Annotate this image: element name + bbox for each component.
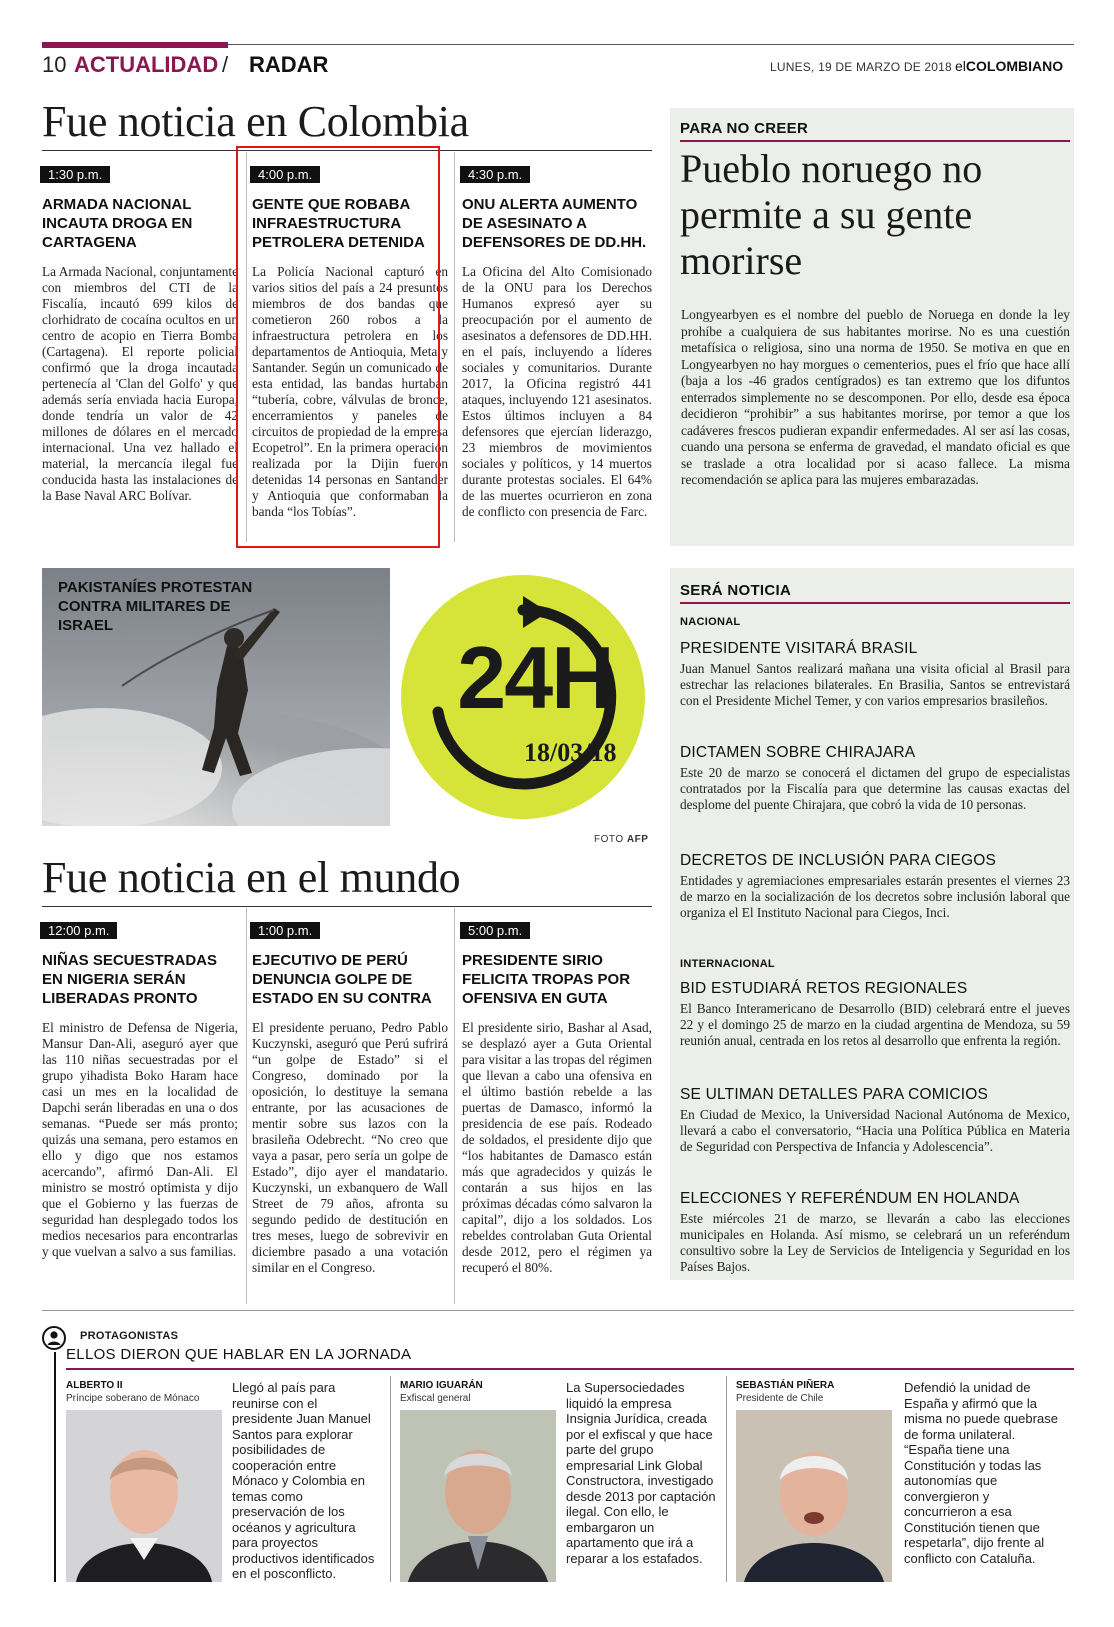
- story-body: La Armada Nacional, conjuntamente con miembros del CTI de la Fiscalía, incautó 699 kilos de clorhidrato de cocaína ocultos en un centro de acopio en Tierra Bomba (Cartagena). El reporte policial confirmó que la droga incautada pertenecía al 'Clan del Golfo' y que además sería enviada hacia Europa, donde tendría un valor de 42 millones de dólares en el mercado internacional. Una vez hallado el material, la mercancía ilegal fue conducida hasta las instalaciones de la Base Naval ARC Bolívar.: [42, 264, 238, 503]
- story-headline: GENTE QUE ROBABA INFRAESTRUCTURA PETROLERA DETENIDA: [252, 196, 425, 251]
- caption-agency: AFP: [626, 834, 649, 845]
- sera-noticia-rule: [680, 602, 1070, 604]
- person-icon: [42, 1326, 66, 1350]
- portrait-iguaran-icon: [400, 1410, 556, 1582]
- section-slash: /: [222, 52, 229, 77]
- issue-date: LUNES, 19 DE MARZO DE 2018: [770, 60, 952, 74]
- sera-noticia-item-title: PRESIDENTE VISITARÁ BRASIL: [680, 640, 918, 657]
- page-number: 10: [42, 52, 67, 77]
- protagonist-name: ALBERTO II: [66, 1380, 123, 1391]
- sera-noticia-item: [680, 1086, 1070, 1155]
- story-time-tag: 5:00 p.m.: [460, 922, 530, 939]
- protagonist-text: Llegó al país para reunirse con el presidente Juan Manuel Santos para explorar posibilidades de cooperación entre Mónaco y Colombia en temas como preservación de los océanos y agricultura para proyectos productivos identificados en el posconflicto.: [232, 1380, 375, 1581]
- sera-noticia-label: SERÁ NOTICIA: [680, 582, 792, 599]
- brand-prefix: el: [955, 58, 966, 74]
- story-time-tag: 12:00 p.m.: [40, 922, 117, 939]
- protagonist-role: Exfiscal general: [400, 1393, 471, 1404]
- sera-noticia-item-body: Entidades y agremiaciones empresariales estarán presentes el viernes 23 de marzo en la socialización de los decretos sobre inclusión laboral que organiza el El Instituto Nacional para Ciegos, Inci.: [680, 873, 1070, 920]
- sera-noticia-item-body: Este miércoles 21 de marzo, se llevarán a cabo las elecciones municipales en Holanda. Así mismo, se celebrará un un referéndum consultivo sobre la Ley de Servicios de Inteligencia y Seguridad en los Países Bajos.: [680, 1211, 1070, 1274]
- protagonistas-label: PROTAGONISTAS: [80, 1330, 179, 1342]
- brand-name: COLOMBIANO: [965, 58, 1064, 74]
- protagonist-role: Príncipe soberano de Mónaco: [66, 1393, 200, 1404]
- story-body: El presidente peruano, Pedro Pablo Kuczynski, aseguró que Perú sufrirá “un golpe de Estado” si el Congreso, dominado por la oposición, lo destituye la semana entrante, por las acusaciones de mentir sobre sus lazos con la brasileña Odebrecht. “No creo que vaya a pasar, pero sería un golpe de Estado”, dijo ayer el mandatario. Kuczynski, un exbanquero de Wall Street de 79 años, afronta su segundo pedido de destitución en tres meses, luego de sobrevivir en diciembre pasado a una votación similar en el Congreso.: [252, 1020, 448, 1275]
- protagonist-role: Presidente de Chile: [736, 1393, 824, 1404]
- mundo-story-3: [462, 922, 652, 1276]
- story-body: La Policía Nacional capturó en varios sitios del país a 24 presuntos miembros de dos bandas que cometieron 260 robos a la infraestructura petrolera en los departamentos de Antioquia, Meta y Santander. Según un comunicado de esta entidad, las bandas hurtaban “tubería, cobre, válvulas de bronce, encerramientos y paneles de circuitos de propiedad de la empresa Ecopetrol”. En la primera operación realizada por la Dijin fueron detenidas 14 personas en Santander y Antioquia que conformaban la banda “los Tobías”.: [252, 264, 448, 519]
- protagonistas-side-rule: [54, 1352, 56, 1582]
- story-time-tag: 1:00 p.m.: [250, 922, 320, 939]
- protagonist-name: SEBASTIÁN PIÑERA: [736, 1380, 835, 1391]
- protagonistas-rule: [66, 1368, 1074, 1370]
- story-body: La Oficina del Alto Comisionado de la ONU para los Derechos Humanos expresó ayer su preocupación por el aumento de asesinatos a defensores de DD.HH. en el país, incluyendo a líderes sociales y comunitarios. Durante 2017, la Oficina registró 441 ataques, incluyendo 121 asesinatos. Estos últimos incluyen a 84 defensores que ejercían liderazgo, 23 miembros de movimientos sociales y políticos, y 14 muertos durante protestas sociales. El 64% de las muertes ocurrieron en zona de conflicto con presencia de Farc.: [462, 264, 652, 519]
- 24h-badge-text: 24H: [457, 628, 613, 727]
- sera-noticia-item-title: DICTAMEN SOBRE CHIRAJARA: [680, 744, 916, 761]
- sera-noticia-item-title: ELECCIONES Y REFERÉNDUM EN HOLANDA: [680, 1190, 1020, 1207]
- internacional-label: INTERNACIONAL: [680, 958, 775, 970]
- story-body: El ministro de Defensa de Nigeria, Mansur Dan-Ali, aseguró ayer que las 110 niñas secuestradas por el grupo yihadista Boko Haram hace casi un mes en la localidad de Dapchi serán liberadas en una o dos semanas. “Puede ser más pronto; quizás una semana, pero estamos en ello y digo que nos estamos acercando”, afirmó Dan-Ali. El ministro se mostró optimista y dijo que el Gobierno y las fuerzas de seguridad han desplegado todos los medios necesarios para encontrarlas y que vuelvan a salvo a sus familias.: [42, 1020, 238, 1259]
- para-no-creer-body: Longyearbyen es el nombre del pueblo de Noruega en donde la ley prohíbe a cualquiera de sus habitantes morirse. No es una cuestión metafísica o religiosa, sino una norma de 1950. Se motiva en que en Longyearbyen no hay morgues o cementerios, pues el frío que hace allí (baja a los -46 grados centígrados) es tan extremo que los difuntos enterrados simplemente no se descomponen. Por ello, desde esa época decidieron “prohibir” a sus habitantes morirse, por temor a que los cadáveres frescos pudieran expandir enfermedades. Al ser así las cosas, cuando una persona se enferma de gravedad, el mandato oficial es que se traslade a otra localidad por si acaso fallece. La misma recomendación se aplica para las mujeres embarazadas.: [681, 307, 1070, 487]
- protagonist-divider: [726, 1376, 727, 1582]
- story-headline: NIÑAS SECUESTRADAS EN NIGERIA SERÁN LIBERADAS PRONTO: [42, 952, 218, 1007]
- sera-noticia-item-body: El Banco Interamericano de Desarrollo (BID) celebrará entre el jueves 22 y el domingo 25 de marzo en la ciudad argentina de Mendoza, su 59 reunión anual, centrada en los retos al desarrollo que enfrenta la región.: [680, 1001, 1070, 1048]
- story-body: El presidente sirio, Bashar al Asad, se desplazó ayer a Guta Oriental para visitar a las tropas del régimen que llevan a cabo una ofensiva en el último bastión rebelde a las puertas de Damasco, informó la presidencia de ese país. Rodeado de soldados, el presidente dijo que “los habitantes de Damasco están más que agradecidos y quizás le contarán a sus hijos en las próximas décadas cómo salvaron la capital”, dijo a los soldados. Los rebeldes controlaban Guta Oriental desde 2012, pero el régimen ya recuperó el 80%.: [462, 1020, 652, 1275]
- column-divider: [454, 152, 455, 542]
- colombia-story-3: [462, 166, 652, 520]
- protagonist-name: MARIO IGUARÁN: [400, 1380, 483, 1391]
- header-rule: [228, 44, 1074, 45]
- sera-noticia-item: [680, 640, 1070, 709]
- sera-noticia-item-body: En Ciudad de Mexico, la Universidad Nacional Autónoma de Mexico, llevará a cabo el conversatorio, “Hacia una Política Pública en Materia de Seguridad con Perspectiva de Infancia y Adolescencia”.: [680, 1107, 1070, 1154]
- sera-noticia-item-title: DECRETOS DE INCLUSIÓN PARA CIEGOS: [680, 852, 997, 869]
- 24h-badge-date: 18/03/18: [524, 738, 617, 767]
- nacional-label: NACIONAL: [680, 616, 741, 628]
- colombia-section-title: Fue noticia en Colombia: [42, 97, 469, 146]
- portrait-alberto-icon: [66, 1410, 222, 1582]
- header-accent-rule: [42, 42, 228, 48]
- highlight-box: [236, 146, 440, 548]
- photo-headline: PAKISTANÍES PROTESTAN CONTRA MILITARES DE ISRAEL: [58, 579, 253, 634]
- sera-noticia-item: [680, 744, 1070, 813]
- sera-noticia-item: [680, 852, 1070, 921]
- story-time-tag: 4:30 p.m.: [460, 166, 530, 183]
- para-no-creer-headline: Pueblo noruego no permite a su gente morirse: [680, 146, 983, 283]
- avatar: [736, 1410, 892, 1582]
- protagonistas-subtitle: ELLOS DIERON QUE HABLAR EN LA JORNADA: [66, 1346, 412, 1363]
- caption-prefix: FOTO: [594, 834, 624, 845]
- sera-noticia-item: [680, 1190, 1070, 1275]
- mundo-story-1: [42, 922, 238, 1260]
- protagonist-text: La Supersociedades liquidó la empresa Insignia Jurídica, creada por el exfiscal y que hace parte del grupo empresarial Link Global Constructora, investigado desde 2013 por captación ilegal. Con ello, le embargaron un apartamento que irá a reparar a los estafados.: [566, 1380, 716, 1566]
- avatar: [400, 1410, 556, 1582]
- protagonist-divider: [390, 1376, 391, 1582]
- para-no-creer-rule: [680, 140, 1070, 142]
- protagonist-text: Defendió la unidad de España y afirmó que la misma no puede quebrase de forma unilateral. “España tiene una Constitución y todas las autonomías que convergieron y concurrieron a esa Constitución tienen que respetarla”, dijo frente al conflicto con Cataluña.: [904, 1380, 1058, 1566]
- column-divider: [246, 908, 247, 1304]
- mundo-story-2: [252, 922, 448, 1276]
- sera-noticia-item-title: BID ESTUDIARÁ RETOS REGIONALES: [680, 980, 968, 997]
- section-name: ACTUALIDAD: [74, 52, 219, 77]
- portrait-pinera-icon: [736, 1410, 892, 1582]
- colombia-story-1: [42, 166, 238, 504]
- newspaper-brand: [955, 58, 1063, 74]
- story-headline: ONU ALERTA AUMENTO DE ASESINATO A DEFENSORES DE DD.HH.: [462, 196, 647, 251]
- story-time-tag: 4:00 p.m.: [250, 166, 320, 183]
- sera-noticia-item-title: SE ULTIMAN DETALLES PARA COMICIOS: [680, 1086, 989, 1103]
- story-headline: PRESIDENTE SIRIO FELICITA TROPAS POR OFENSIVA EN GUTA: [462, 952, 631, 1007]
- story-time-tag: 1:30 p.m.: [40, 166, 110, 183]
- story-headline: EJECUTIVO DE PERÚ DENUNCIA GOLPE DE ESTADO EN SU CONTRA: [252, 952, 432, 1007]
- avatar: [66, 1410, 222, 1582]
- mundo-title-rule: [42, 906, 652, 907]
- sera-noticia-item: [680, 980, 1070, 1049]
- mundo-bottom-rule: [42, 1310, 1074, 1311]
- subsection-name: RADAR: [249, 52, 329, 77]
- sera-noticia-item-body: Juan Manuel Santos realizará mañana una visita oficial al Brasil para estrechar las relaciones bilaterales. En Brasilia, Santos se entrevistará con el Presidente Michel Temer, y con varios empresarios brasileños.: [680, 661, 1070, 708]
- para-no-creer-label: PARA NO CREER: [680, 120, 809, 137]
- mundo-section-title: Fue noticia en el mundo: [42, 853, 461, 902]
- photo-caption: [594, 834, 648, 845]
- sera-noticia-item-body: Este 20 de marzo se conocerá el dictamen del grupo de especialistas contratados por la Fiscalía para que determine las causas exactas del desplome del puente Chirajara, que cobró la vida de 10 personas.: [680, 765, 1070, 812]
- story-headline: ARMADA NACIONAL INCAUTA DROGA EN CARTAGENA: [42, 196, 193, 251]
- column-divider: [454, 908, 455, 1304]
